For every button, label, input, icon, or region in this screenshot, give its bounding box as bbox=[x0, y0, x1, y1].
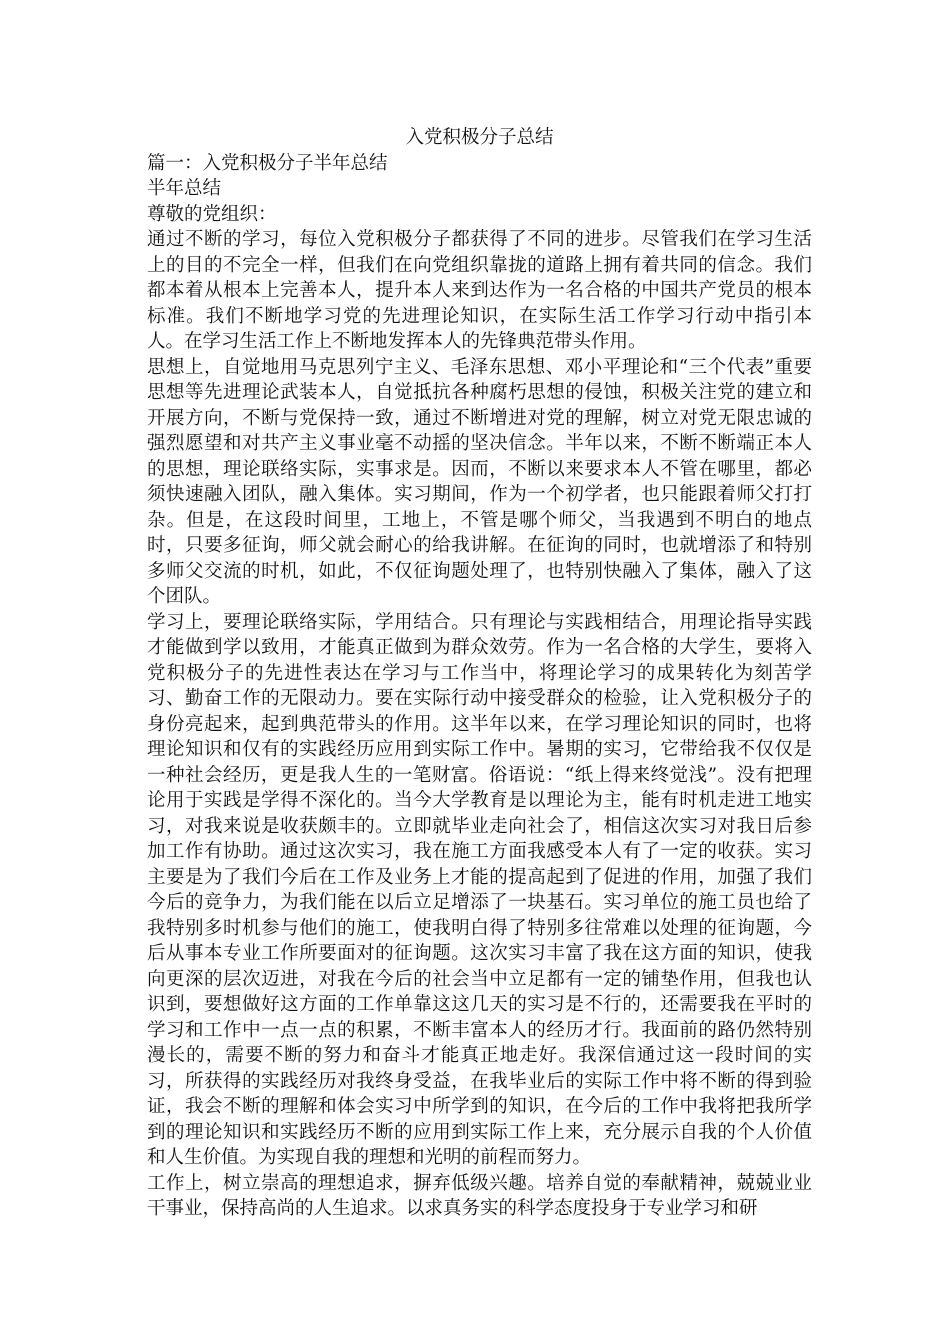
section-heading: 篇一：入党积极分子半年总结 bbox=[147, 152, 388, 174]
paragraph-work: 工作上，树立崇高的理想追求，摒弃低级兴趣。培养自觉的奉献精神，兢兢业业干事业，保持高尚的人生追求。以求真务实的科学态度投身于专业学习和研 bbox=[147, 1172, 812, 1219]
paragraph-study: 学习上，要理论联络实际，学用结合。只有理论与实践相结合，用理论指导实践才能做到学以致用，才能真正做到为群众效劳。作为一名合格的大学生，要将入党积极分子的先进性表达在学习与工作当中，将理论学习的成果转化为刻苦学习、勤奋工作的无限动力。要在实际行动中接受群众的检验，让入党积极分子的身份亮起来，起到典范带头的作用。这半年以来，在学习理论知识的同时，也将理论知识和仅有的实践经历应用到实际工作中。暑期的实习，它带给我不仅仅是一种社会经历，更是我人生的一笔财富。俗语说：“纸上得来终觉浅”。没有把理论用于实践是学得不深化的。当今大学教育是以理论为主，能有时机走进工地实习，对我来说是收获颇丰的。立即就毕业走向社会了，相信这次实习对我日后参加工作有协助。通过这次实习，我在施工方面我感受本人有了一定的收获。实习主要是为了我们今后在工作及业务上才能的提高起到了促进的作用，加强了我们今后的竞争力，为我们能在以后立足增添了一块基石。实习单位的施工员也给了我特别多时机参与他们的施工，使我明白得了特别多往常难以处理的征询题，今后从事本专业工作所要面对的征询题。这次实习丰富了我在这方面的知识，使我向更深的层次迈进，对我在今后的社会当中立足都有一定的铺垫作用，但我也认识到，要想做好这方面的工作单靠这这几天的实习是不行的，还需要我在平时的学习和工作中一点一点的积累，不断丰富本人的经历才行。我面前的路仍然特别漫长的，需要不断的努力和奋斗才能真正地走好。我深信通过这一段时间的实习，所获得的实践经历对我终身受益，在我毕业后的实际工作中将不断的得到验证，我会不断的理解和体会实习中所学到的知识，在今后的工作中我将把我所学到的理论知识和实践经历不断的应用到实际工作上来，充分展示自我的个人价值和人生价值。为实现自我的理想和光明的前程而努力。 bbox=[147, 611, 812, 1168]
subheading: 半年总结 bbox=[147, 178, 222, 199]
paragraph-intro: 通过不断的学习，每位入党积极分子都获得了不同的进步。尽管我们在学习生活上的目的不完全一样，但我们在向党组织靠拢的道路上拥有着共同的信念。我们都本着从根本上完善本人，提升本人来到达作为一名合格的中国共产党员的根本标准。我们不断地学习党的先进理论知识，在实际生活工作学习行动中指引本人。在学习生活工作上不断地发挥本人的先锋典范带头作用。 bbox=[147, 229, 812, 352]
document-body bbox=[147, 125, 812, 1222]
paragraph-thought: 思想上，自觉地用马克思列宁主义、毛泽东思想、邓小平理论和“三个代表”重要思想等先进理论武装本人，自觉抵抗各种腐朽思想的侵蚀，积极关注党的建立和开展方向，不断与党保持一致，通过不断增进对党的理解，树立对党无限忠诚的强烈愿望和对共产主义事业毫不动摇的坚决信念。半年以来，不断不断端正本人的思想，理论联络实际，实事求是。因而，不断以来要求本人不管在哪里，都必须快速融入团队，融入集体。实习期间，作为一个初学者，也只能跟着师父打打杂。但是，在这段时间里，工地上，不管是哪个师父，当我遇到不明白的地点时，只要多征询，师父就会耐心的给我讲解。在征询的同时，也就增添了和特别多师父交流的时机，如此，不仅征询题处理了，也特别快融入了集体，融入了这个团队。 bbox=[147, 356, 812, 607]
salutation: 尊敬的党组织： bbox=[147, 203, 277, 225]
document-title: 入党积极分子总结 bbox=[405, 127, 554, 148]
